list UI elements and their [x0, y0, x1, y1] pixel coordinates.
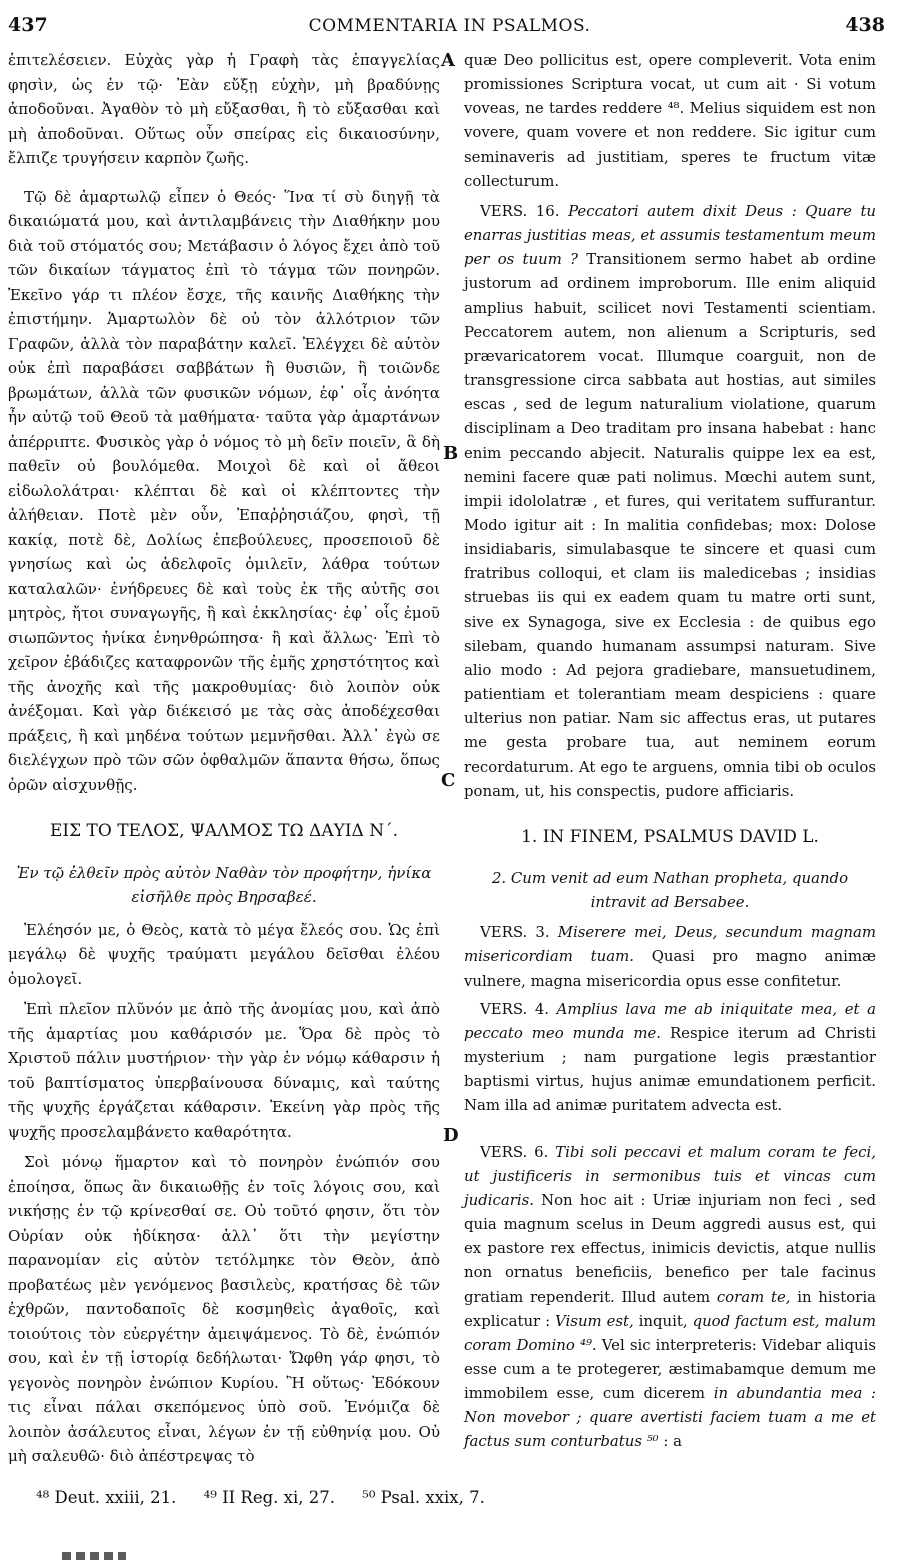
greek-paragraph: Ἐλέησόν με, ὁ Θεὸς, κατὰ τὸ μέγα ἔλεός σου. Ὡς ἐπὶ μεγάλῳ δὲ ψυχῆς τραύματι μεγάλου δεῖσθαι ἐλέου ὁμολογεῖ.	[8, 920, 440, 988]
footnote: ⁵⁰ Psal. xxix, 7.	[362, 1488, 485, 1507]
verse-quote: quod factum est, malum coram Domino ⁴⁹.	[464, 1311, 877, 1354]
verse-label: VERS. 6.	[480, 1142, 549, 1161]
verse-lemma: Peccatori autem dixit Deus : Quare tu enarras justitias meas, et assumis testamentum meum per os tuum ?	[464, 201, 877, 269]
margin-letter-d: D	[443, 1125, 459, 1146]
running-title: COMMENTARIA IN PSALMOS.	[308, 16, 591, 36]
running-header	[0, 14, 899, 42]
margin-letter-c: C	[441, 770, 456, 791]
latin-psalm-subtitle: 2. Cum venit ad eum Nathan propheta, quando intravit ad Bersabee.	[491, 869, 849, 912]
verse-commentary: Respice iterum ad Christi mysterium ; nam purgatione legis præstantior baptismi virtus, hujus animæ emundationem perficit. Nam illa ad animæ puritatem advecta est.	[464, 1023, 876, 1115]
latin-verse-6	[464, 1140, 876, 1454]
verse-commentary: inquit,	[638, 1311, 688, 1330]
latin-verse-16	[464, 199, 876, 803]
greek-psalm-title: ΕΙΣ ΤΟ ΤΕΛΟΣ, ΨΑΛΜΟΣ ΤΩ ΔΑΥΙΔ Ν΄.	[49, 821, 399, 841]
latin-paragraph: quæ Deo pollicitus est, opere compleverit. Vota enim promissiones Scriptura vocat, ut cum ait · Si votum voveas, ne tardes reddere ⁴⁸. Melius siquidem est non vovere, quam vovere et non reddere. Sic igitur cum seminaveris ad justitiam, speres te fructum vitæ collecturum.	[464, 51, 876, 190]
verse-lemma: Amplius lava me ab iniquitate mea, et a peccato meo munda me.	[464, 999, 876, 1042]
verse-lemma: Miserere mei, Deus, secundum magnam misericordiam tuam.	[464, 923, 876, 966]
verse-lemma: Tibi soli peccavi et malum coram te feci, ut justificeris in sermonibus tuis et vincas cum judicaris.	[464, 1142, 876, 1209]
greek-paragraph: Τῷ δὲ ἁμαρτωλῷ εἶπεν ὁ Θεός· Ἵνα τί σὺ διηγῇ τὰ δικαιώματά μου, καὶ ἀντιλαμβάνεις τὴν Διαθήκην μου διὰ τοῦ στόματός σου; Μετάβασιν ὁ λόγος ἔχει ἀπὸ τοῦ τῶν δικαίων τάγματος ἐπὶ τὸ τάγμα τῶν πονηρῶν. Ἐκεῖνο γάρ τι πλέον ἔσχε, τῆς καινῆς Διαθήκης τὴν ἐπιστήμην. Ἁμαρτωλὸν δὲ οὐ τὸν ἀλλότριον τῶν Γραφῶν, ἀλλὰ τὸν παραβάτην καλεῖ. Ἐλέγχει δὲ αὐτὸν οὐκ ἐπὶ παραβάσει σαββάτων ἢ θυσιῶν, ἢ τοιῶνδε βρωμάτων, ἀλλὰ τῶν φυσικῶν νόμων, ἐφ᾽ οἷς ἀνόητα ἦν αὐτῷ τοῦ Θεοῦ τὰ μαθήματα· ταῦτα γὰρ ἁμαρτάνων ἀπέρριπτε. Φυσικὸς γὰρ ὁ νόμος τὸ μὴ δεῖν ποιεῖν, ἃ δὴ παθεῖν οὐ βουλόμεθα. Μοιχοὶ δὲ καὶ οἱ ἄθεοι εἰδωλολάτραι· κλέπται δὲ καὶ οἱ κλέπτοντες τὴν ἀλήθειαν. Ποτὲ μὲν οὖν, Ἐπαῤῥησιάζου, φησὶ, τῇ κακίᾳ, ποτὲ δὲ, Δολίως ἐπεβούλευες, προσεποιοῦ δὲ γνησίως καὶ ὡς ἀδελφοῖς ὁμιλεῖν, λάθρα τούτων καταλαλῶν· ἐνήδρευες δὲ καὶ τοὺς ἐκ τῆς αὐτῆς σοι μητρὸς, ἤτοι συναγωγῆς, ἢ καὶ ἐκκλησίας· ἐφ᾽ οἷς ἐμοῦ σιωπῶντος ἡνίκα ἐνηνθρώπησα· ἢ καὶ ἄλλως· Ἐπὶ τὸ χεῖρον ἐβάδιζες καταφρονῶν τῆς ἐμῆς χρηστότητος καὶ τῆς ἀνοχῆς καὶ τῆς μακροθυμίας· διὸ λοιπὸν οὐκ ἀνέξομαι. Καὶ γὰρ διέκεισό με τὰς σὰς ἀποδέχεσθαι πράξεις, ἢ καὶ μηδένα τούτων μεμνῆσθαι. Ἀλλ᾽ ἐγὼ σε διελέγχων πρὸ τῶν σῶν ὀφθαλμῶν ἅπαντα θήσω, ὅπως ὁρῶν αἰσχυνθῇς.	[8, 187, 440, 794]
verse-label: VERS. 4.	[480, 999, 550, 1018]
latin-column	[464, 48, 876, 1454]
verse-commentary: in historia explicatur :	[464, 1287, 876, 1330]
latin-verse-4	[464, 997, 876, 1118]
footnote: ⁴⁹ II Reg. xi, 27.	[203, 1488, 335, 1507]
footnotes	[36, 1488, 507, 1507]
margin-letter-b: B	[443, 443, 459, 464]
greek-paragraph: Σοὶ μόνῳ ἥμαρτον καὶ τὸ πονηρὸν ἐνώπιόν σου ἐποίησα, ὅπως ἂν δικαιωθῇς ἐν τοῖς λόγοις σου, καὶ νικήσῃς ἐν τῷ κρίνεσθαί σε. Οὐ τοῦτό φησιν, ὅτι τὸν Οὐρίαν οὐκ ἠδίκησα· ἀλλ᾽ ὅτι τὴν μεγίστην παρανομίαν εἰς αὐτὸν τετόλμηκε τὸν Θεὸν, ἀπὸ προβατέως μὲν γενόμενος βασιλεὺς, κρατήσας δὲ τῶν ἐχθρῶν, παντοδαποῖς δὲ κοσμηθεὶς ἀγαθοῖς, καὶ τοιούτοις τὸν εὐεργέτην ἀμειψάμενος. Τὸ δὲ, ἐνώπιόν σου, καὶ ἐν τῇ ἱστορίᾳ δεδήλωται· Ὤφθη γάρ φησι, τὸ γεγονὸς πονηρὸν ἐνώπιον Κυρίου. Ἢ οὕτως· Ἐδόκουν τις εἶναι πάλαι σκεπόμενος ὑπὸ σοῦ. Ἐνόμιζα δὲ λοιπὸν ἀσάλευτος εἶναι, λέγων ἐν τῇ εὐθηνίᾳ μου. Οὐ μὴ σαλευθῶ· διὸ ἀπέστρεψας τὸ	[8, 1153, 440, 1465]
verse-commentary: Vel sic interpreteris: Videbar aliquis esse cum a te protegerer, æstimabamque demum me immobilem esse, cum dicerem	[464, 1335, 877, 1403]
page-number-left: 437	[8, 14, 48, 36]
verse-quote: Visum est,	[555, 1311, 634, 1330]
footnote: ⁴⁸ Deut. xxiii, 21.	[36, 1488, 177, 1507]
latin-verse-3	[464, 920, 876, 992]
latin-psalm-title: 1. IN FINEM, PSALMUS DAVID L.	[521, 826, 819, 847]
verse-label: VERS. 3.	[480, 923, 550, 942]
page-number-right: 438	[845, 14, 885, 36]
ink-smudge	[62, 1552, 126, 1560]
verse-quote: coram te,	[716, 1287, 791, 1306]
verse-quote: in abundantia mea : Non movebor ; quare avertisti faciem tuam a me et factus sum conturbatus ⁵⁰	[464, 1384, 877, 1451]
verse-commentary: Quasi pro magno animæ vulnere, magna misericordia opus esse confitetur.	[464, 947, 877, 990]
margin-letter-a: A	[441, 50, 455, 71]
verse-commentary: Non hoc ait : Uriæ injuriam non feci , sed quia magnum scelus in Deum aggredi ausus est, qui ex pastore rex effectus, inimicis devictis, atque nullis non ornatus beneficiis, benefico per tale facinus gratiam rependerit. Illud autem	[464, 1190, 877, 1306]
greek-column	[8, 48, 440, 1469]
greek-paragraph: Ἐπὶ πλεῖον πλῦνόν με ἀπὸ τῆς ἀνομίας μου, καὶ ἀπὸ τῆς ἁμαρτίας μου καθάρισόν με. Ὅρα δὲ πρὸς τὸ Χριστοῦ πάλιν μυστήριον· τὴν γὰρ ἐν νόμῳ κάθαρσιν ἡ τοῦ βαπτίσματος ὑπερβαίνουσα δύναμις, καὶ ταύτης τῆς ψυχῆς ἐργάζεται κάθαρσιν. Ἐκείνη γὰρ πρὸς τῆς ψυχῆς προσελαμβάνετο καθαρότητα.	[8, 1000, 440, 1141]
greek-paragraph: ἐπιτελέσειεν. Εὐχὰς γὰρ ἡ Γραφὴ τὰς ἐπαγγελίας φησὶν, ὡς ἐν τῷ· Ἐὰν εὔξῃ εὐχὴν, μὴ βραδύνῃς ἀποδοῦναι. Ἀγαθὸν τὸ μὴ εὔξασθαι, ἢ τὸ εὔξασθαι καὶ μὴ ἀποδοῦναι. Οὕτως οὖν σπείρας εἰς δικαιοσύνην, ἔλπιζε τρυγήσειν καρπὸν ζωῆς.	[8, 51, 440, 167]
verse-commentary: Transitionem sermo habet ab ordine justorum ad ordinem improborum. Ille enim aliquid amplius habuit, scilicet novi Testamenti scientiam. Peccatorem autem, non alienum a Scripturis, sed prævaricatorem vocat. Illumque coarguit, non de transgressione circa sabbata aut hostias, aut similes escas , sed de legum naturalium violatione, quarum disciplinam a Deo traditam pro insana habebat : hanc enim peccando abjecit. Naturalis quippe lex ea est, nemini facere quæ pati nolimus. Mœchi autem sunt, impii idololatræ , et fures, qui veritatem suffurantur. Modo igitur ait : In malitia confidebas; mox: Dolose insidiabaris, simulabasque te sincere et quasi cum fratribus colloqui, et clam iis maledicebas ; insidias struebas iis qui ex eadem quam tu matre orti sunt, sive ex Synagoga, sive ex Ecclesia : de quibus ego silebam, quando humanam assumpsi naturam. Sive alio modo : Ad pejora gradiebare, mansuetudinem, patientiam et tolerantiam meam despiciens : quare ulterius non patiar. Nam sic affectus eras, ut putares me gesta probare tua, aut neminem eorum recordaturum. At ego te arguens, omnia tibi ob oculos ponam, ut, his conspectis, pudore afficiaris.	[464, 250, 876, 800]
greek-psalm-subtitle: Ἐν τῷ ἐλθεῖν πρὸς αὐτὸν Ναθὰν τὸν προφήτην, ἡνίκα εἰσῆλθε πρὸς Βηρσαβεέ.	[16, 863, 432, 906]
verse-label: VERS. 16.	[480, 201, 560, 220]
verse-commentary: : a	[663, 1432, 683, 1451]
